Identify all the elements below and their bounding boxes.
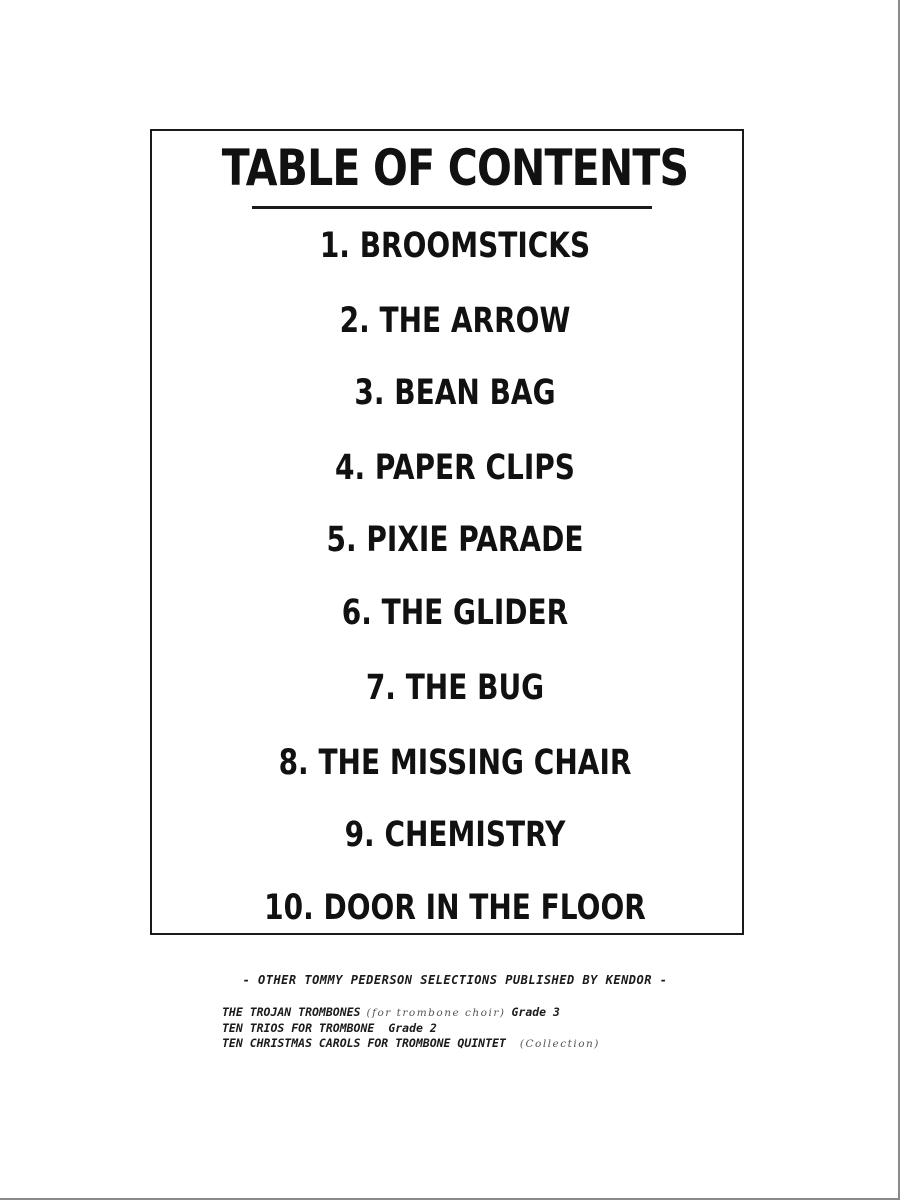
other-selections-list xyxy=(222,1005,600,1052)
title-underline xyxy=(252,206,652,209)
contents-entry: 2. THE ARROW xyxy=(339,301,571,341)
contents-entry: 10. DOOR IN THE FLOOR xyxy=(264,888,646,928)
selection-title: TEN TRIOS FOR TROMBONE xyxy=(222,1021,375,1035)
contents-entry: 1. BROOMSTICKS xyxy=(319,226,591,266)
selection-title: THE TROJAN TROMBONES xyxy=(222,1005,361,1019)
selection-item xyxy=(222,1005,600,1021)
contents-entry: 7. THE BUG xyxy=(365,668,545,708)
selection-note: (for trombone choir) xyxy=(366,1007,506,1019)
contents-entry: 3. BEAN BAG xyxy=(354,373,556,413)
contents-entry: 8. THE MISSING CHAIR xyxy=(278,743,632,783)
selection-grade: Grade 3 xyxy=(511,1005,560,1019)
selection-note: (Collection) xyxy=(519,1038,600,1050)
selection-item xyxy=(222,1036,600,1052)
contents-entry: 9. CHEMISTRY xyxy=(344,815,566,855)
selection-grade: Grade 2 xyxy=(388,1021,437,1035)
selection-title: TEN CHRISTMAS CAROLS FOR TROMBONE QUINTET xyxy=(222,1036,506,1050)
contents-entry: 5. PIXIE PARADE xyxy=(326,520,584,560)
selection-item xyxy=(222,1021,600,1036)
contents-entry: 6. THE GLIDER xyxy=(341,593,569,633)
contents-entry: 4. PAPER CLIPS xyxy=(335,448,575,488)
other-selections-heading: - OTHER TOMMY PEDERSON SELECTIONS PUBLISHED BY KENDOR - xyxy=(242,973,668,987)
page-title: TABLE OF CONTENTS xyxy=(221,139,689,197)
